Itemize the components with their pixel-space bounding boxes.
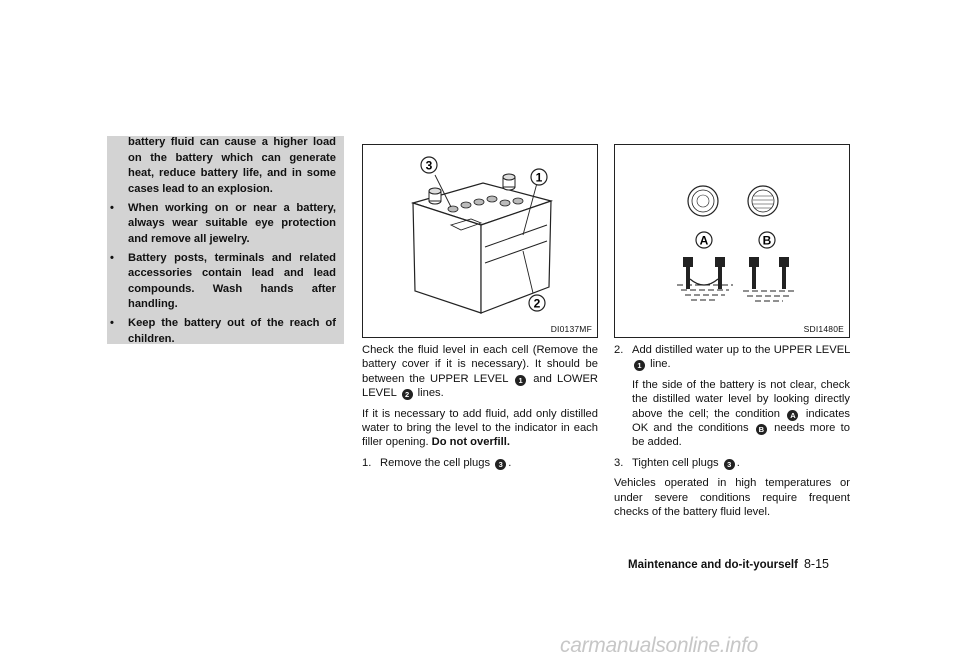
svg-text:2: 2 (533, 296, 541, 311)
paragraph: If it is necessary to add fluid, add only distilled water to bring the level to the indicator in each filler opening. Do not overfill. (362, 407, 598, 449)
callout-A: A (787, 410, 798, 421)
callout-2: 2 (402, 389, 413, 400)
callout-3: 3 (724, 459, 735, 470)
warning-item: battery fluid can cause a higher load on the battery which can generate heat, reduce battery life, and in some cases lead to an explosion. (128, 136, 336, 195)
callout-A (696, 232, 712, 248)
fluid-level-figure (614, 144, 850, 338)
page-footer (628, 557, 829, 571)
battery-figure (362, 144, 598, 338)
callout-B: B (756, 424, 767, 435)
text-column-1 (362, 343, 598, 476)
page-number: 8-15 (803, 557, 829, 571)
callout-2 (529, 295, 545, 311)
callout-3 (421, 157, 437, 173)
warning-box (107, 136, 344, 344)
fluid-level-illustration (615, 145, 849, 337)
section-title: Maintenance and do-it-yourself (628, 559, 798, 571)
warning-text (110, 135, 336, 350)
text-column-2 (614, 343, 850, 525)
paragraph: If the side of the battery is not clear, check the distilled water level by looking directly above the cell; the condition A indicates OK and the conditions B needs more to be added. (632, 378, 851, 449)
svg-text:3: 3 (425, 158, 433, 173)
svg-text:B: B (762, 233, 772, 248)
warning-item: • When working on or near a battery, always wear suitable eye protection and remove all jewelry. (110, 201, 336, 245)
watermark: carmanualsonline.info (560, 634, 758, 657)
warning-item: • Battery posts, terminals and related accessories contain lead and lead compounds. Wash hands after handling. (110, 251, 336, 311)
paragraph: Check the fluid level in each cell (Remove the battery cover if it is necessary). It should be between the UPPER LEVEL 1 and LOWER LEVEL 2 lines. (362, 344, 599, 400)
callout-1: 1 (634, 360, 645, 371)
battery-illustration (363, 145, 597, 337)
paragraph: Vehicles operated in high temperatures or under severe conditions require frequent checks of the battery fluid level. (614, 477, 850, 519)
callout-3: 3 (495, 459, 506, 470)
step-2: 2. Add distilled water up to the UPPER LEVEL 1 line. (614, 344, 850, 371)
svg-text:1: 1 (535, 170, 543, 185)
step-1: 1. Remove the cell plugs 3 . (362, 456, 512, 469)
svg-text:A: A (699, 233, 709, 248)
step-3: 3. Tighten cell plugs 3 . (614, 456, 740, 469)
callout-1: 1 (515, 375, 526, 386)
warning-item: • Keep the battery out of the reach of children. (110, 317, 336, 345)
figure-code: DI0137MF (550, 324, 592, 334)
figure-code: SDI1480E (803, 324, 844, 334)
callout-1 (531, 169, 547, 185)
callout-B (759, 232, 775, 248)
